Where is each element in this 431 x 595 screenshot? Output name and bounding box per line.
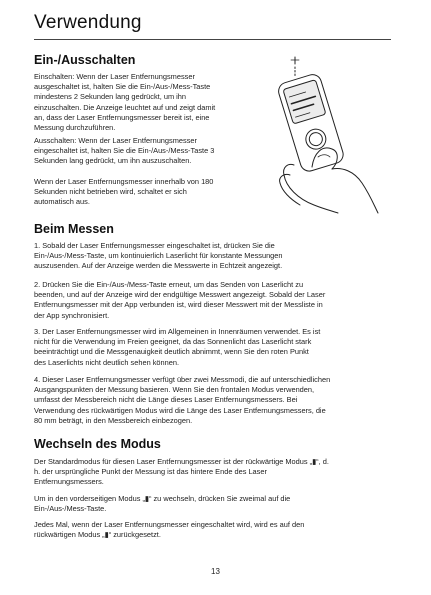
measure-heading: Beim Messen bbox=[34, 222, 114, 236]
text-line: rückwärtigen Modus „▮“ zurückgesetzt. bbox=[34, 530, 161, 540]
onoff-paragraph-1 bbox=[34, 72, 215, 133]
text-line: nicht für die Verwendung im Freien geeignet, da das Sonnenlicht das Laserlicht stark bbox=[34, 337, 312, 347]
text-line: Einschalten: Wenn der Laser Entfernungsmesser bbox=[34, 72, 195, 81]
text-line: des Laserlichts nicht deutlich sehen können. bbox=[34, 357, 180, 367]
text-line: ausgeschaltet ist, halten Sie die Ein-/Aus-/Mess-Taste bbox=[34, 82, 211, 92]
text-line: beeinträchtigt und die Messgenauigkeit deutlich abnimmt, wenn Sie den roten Punkt bbox=[34, 347, 309, 357]
text-line: mindestens 2 Sekunden lang gedrückt, um ihn bbox=[34, 92, 187, 102]
text-line: eingeschaltet ist, halten Sie die Ein-/Aus-/Mess-Taste 3 bbox=[34, 146, 215, 156]
text-line: Verwendung des rückwärtigen Modus wird die Länge des Laser Entfernungsmessers, die bbox=[34, 405, 326, 415]
text-line: einzuschalten. Die Anzeige leuchtet auf und zeigt damit bbox=[34, 102, 216, 112]
text-line: Sekunden lang gedrückt, um ihn auszuschalten. bbox=[34, 156, 192, 166]
onoff-heading: Ein-/Ausschalten bbox=[34, 53, 136, 67]
text-line: 3. Der Laser Entfernungsmesser wird im Allgemeinen in Innenräumen verwendet. Es ist bbox=[34, 327, 321, 336]
title-divider bbox=[34, 39, 391, 40]
measure-paragraph-3 bbox=[34, 327, 320, 368]
onoff-paragraph-3 bbox=[34, 177, 213, 208]
text-line: Ein-/Aus-/Mess-Taste, um kontinuierlich Laserlicht für konstante Messungen bbox=[34, 251, 283, 261]
measure-paragraph-1 bbox=[34, 241, 283, 272]
measure-paragraph-4 bbox=[34, 375, 330, 426]
text-line: Sekunden nicht betrieben wird, schaltet er sich bbox=[34, 187, 187, 197]
text-line: Um in den vorderseitigen Modus „▮“ zu wechseln, drücken Sie zweimal auf die bbox=[34, 494, 291, 503]
text-line: 80 mm beträgt, in den Messbereich einbezogen. bbox=[34, 415, 193, 425]
text-line: 4. Dieser Laser Entfernungsmesser verfügt über zwei Messmodi, die auf unterschiedlichen bbox=[34, 375, 331, 384]
mode-paragraph-1 bbox=[34, 457, 329, 488]
text-line: Ausgangspunkten der Messung basieren. Wenn Sie den frontalen Modus verwenden, bbox=[34, 385, 315, 395]
text-line: Jedes Mal, wenn der Laser Entfernungsmesser eingeschaltet wird, wird es auf den bbox=[34, 520, 305, 529]
text-line: beenden, und auf der Anzeige wird der endgültige Messwert angezeigt. Sobald der Laser bbox=[34, 290, 326, 300]
mode-paragraph-3 bbox=[34, 520, 304, 540]
mode-paragraph-2 bbox=[34, 494, 290, 514]
text-line: Der Standardmodus für diesen Laser Entfernungsmesser ist der rückwärtige Modus „▮“, d. bbox=[34, 457, 329, 466]
text-line: 1. Sobald der Laser Entfernungsmesser eingeschaltet ist, drücken Sie die bbox=[34, 241, 275, 250]
measure-paragraph-2 bbox=[34, 280, 325, 321]
text-line: h. der ursprüngliche Punkt der Messung ist das hintere Ende des Laser bbox=[34, 467, 267, 477]
text-line: Entfernungsmesser mit der App verbunden ist, wird dieser Messwert mit der Messliste in bbox=[34, 300, 323, 310]
mode-heading: Wechseln des Modus bbox=[34, 437, 161, 451]
text-line: 2. Drücken Sie die Ein-/Aus-/Mess-Taste erneut, um das Senden von Laserlicht zu bbox=[34, 280, 304, 289]
text-line: Ein-/Aus-/Mess-Taste. bbox=[34, 504, 107, 514]
text-line: Ausschalten: Wenn der Laser Entfernungsmesser bbox=[34, 136, 197, 145]
hand-holding-laser-rangefinder-icon bbox=[262, 55, 387, 215]
text-line: der App synchronisiert. bbox=[34, 310, 110, 320]
text-line: an, dass der Laser Entfernungsmesser bereit ist, eine bbox=[34, 112, 210, 122]
text-line: Entfernungsmessers. bbox=[34, 477, 104, 487]
onoff-paragraph-2 bbox=[34, 136, 214, 167]
text-line: auszusenden. Auf der Anzeige werden die Messwerte in Echtzeit angezeigt. bbox=[34, 261, 283, 271]
page-number: 13 bbox=[211, 567, 220, 576]
page-title: Verwendung bbox=[34, 12, 142, 33]
text-line: automatisch aus. bbox=[34, 197, 90, 207]
text-line: Messung durchzuführen. bbox=[34, 123, 116, 133]
text-line: Wenn der Laser Entfernungsmesser innerhalb von 180 bbox=[34, 177, 214, 186]
text-line: umfasst der Messbereich nicht die Länge dieses Laser Entfernungsmessers. Bei bbox=[34, 395, 298, 405]
